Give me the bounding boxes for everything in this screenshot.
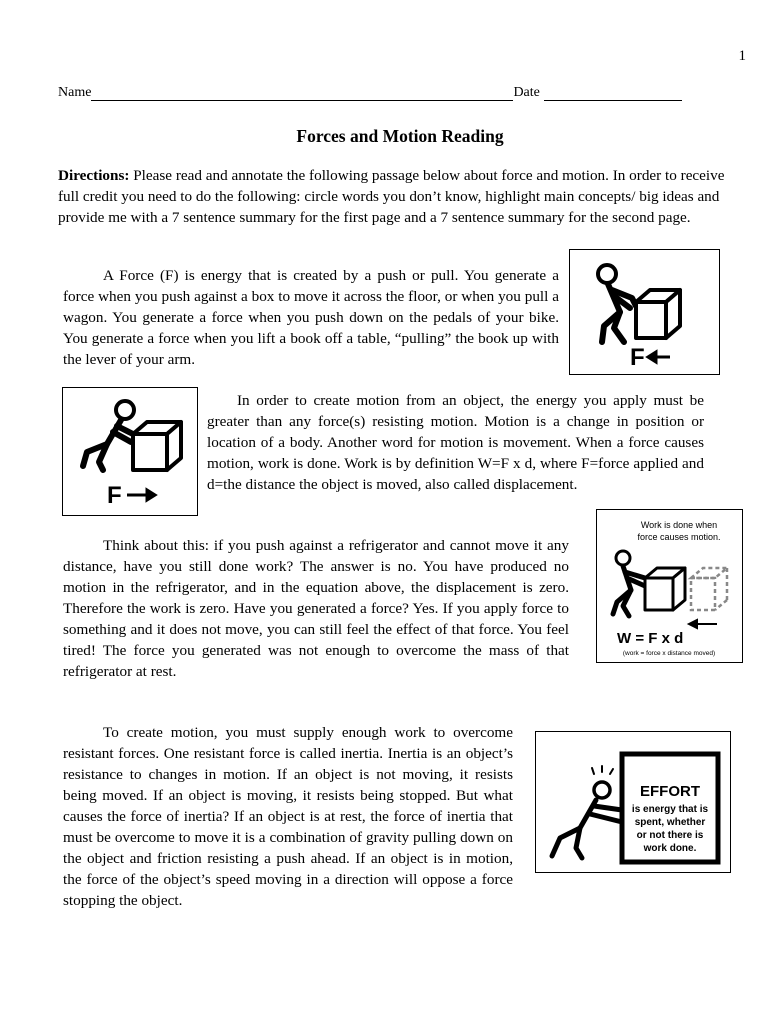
pull-force-label: F [630, 344, 645, 371]
work-note: (work = force x distance moved) [622, 650, 716, 657]
date-field[interactable] [544, 87, 682, 101]
figure-pull [569, 249, 720, 375]
directions-text: Please read and annotate the following passage below about force and motion. In order to receive full credit you need to do the following: circle words you don’t know, highlight main concepts/ big ideas and provide me with a 7 sentence summary for the first page and a 7 sentence summary for the second page. [58, 167, 725, 226]
paragraph-inertia-text: To create motion, you must supply enough work to overcome resistant forces. One resistant force is called inertia. Inertia is an object’s resistance to changes in motion. If an object is not moving, it resists being moved. If an object is moving, it resists being stopped. But what causes the force of inertia? If an object is at rest, the force of inertia that must be overcome to move it is a combination of gravity pulling down on the object and friction resisting a push ahead. If an object is in motion, the force of the object’s speed moving in a direction will oppose a force stopping the object. [63, 724, 513, 909]
name-date-line [58, 85, 686, 101]
work-equation: W = F x d [617, 630, 684, 647]
paragraph-force-text: A Force (F) is energy that is created by a push or pull. You generate a force when you push against a box to move it across the floor, or when you pull a wagon. You generate a force when you push down on the pedals of your bike. You generate a force when you lift a book off a table, “pulling” the book up with the lever of your arm. [63, 267, 559, 368]
page-title: Forces and Motion Reading [296, 126, 504, 146]
pull-illustration [570, 250, 719, 374]
work-caption-line1: Work is done when [640, 520, 718, 530]
effort-line3: or not there is [636, 830, 704, 841]
paragraph-inertia [63, 722, 513, 911]
page-number: 1 [738, 48, 746, 64]
figure-push [62, 387, 198, 516]
directions [58, 165, 730, 228]
push-illustration [63, 388, 197, 515]
date-label: Date [513, 85, 540, 100]
paragraph-refrigerator-text: Think about this: if you push against a refrigerator and cannot move it any distance, have you still done work? The answer is no. You have produced no motion in the refrigerator, and in the equation above, the displacement is zero. Therefore the work is zero. Have you generated a force? Yes. If you apply force to something and it does not move, you can still feel the effect of that force. You feel tired! The force you generated was not enough to overcome the mass of that refrigerator at rest. [63, 537, 569, 680]
directions-label: Directions: [58, 167, 130, 184]
effort-heading: EFFORT [640, 783, 700, 800]
effort-line1: is energy that is [631, 804, 709, 815]
paragraph-motion-text: In order to create motion from an object, the energy you apply must be greater than any force(s) resisting motion. Motion is a change in position or location of a body. Another word for motion is movement. When a force causes motion, work is done. Work is by definition W=F x d, where F=force applied and d=the distance the object is moved, also called displacement. [207, 392, 704, 493]
name-field[interactable] [91, 87, 513, 101]
effort-line4: work done. [643, 843, 697, 854]
push-force-label: F [107, 482, 122, 509]
work-caption-line2: force causes motion. [637, 532, 721, 542]
paragraph-force [63, 265, 559, 370]
figure-work [596, 509, 743, 663]
effort-line2: spent, whether [634, 817, 706, 828]
paragraph-motion [207, 390, 704, 495]
figure-effort [535, 731, 731, 873]
name-label: Name [58, 85, 92, 100]
paragraph-refrigerator [63, 535, 569, 682]
work-illustration [597, 510, 742, 662]
effort-illustration [536, 732, 730, 872]
